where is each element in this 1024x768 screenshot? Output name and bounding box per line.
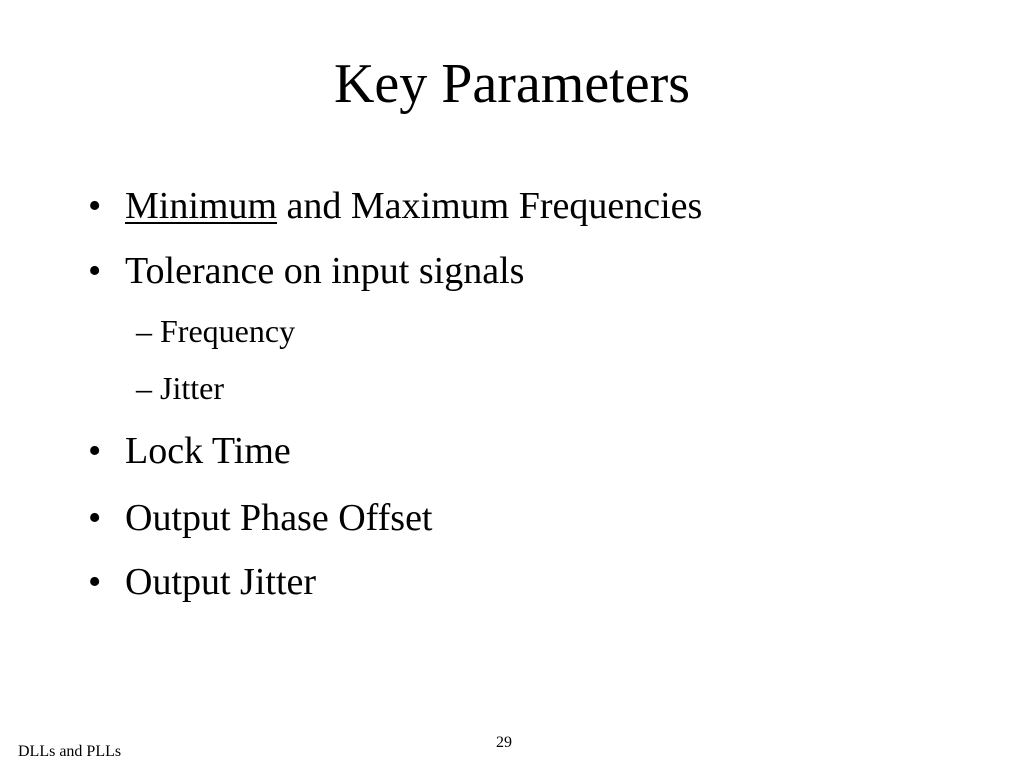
bullet-marker: • bbox=[88, 250, 102, 292]
bullet-text: Output Phase Offset bbox=[125, 497, 433, 539]
footer-title: DLLs and PLLs bbox=[18, 743, 122, 760]
bullet-item-lock-time bbox=[88, 429, 291, 473]
bullet-item-output-phase-offset bbox=[88, 496, 433, 540]
bullet-text: Tolerance on input signals bbox=[125, 250, 525, 292]
bullet-text: Output Jitter bbox=[125, 561, 317, 603]
slide-title: Key Parameters bbox=[333, 53, 691, 115]
bullet-marker: • bbox=[88, 185, 102, 227]
bullet-underlined-text: Minimum bbox=[125, 185, 278, 227]
bullet-marker: • bbox=[88, 497, 102, 539]
bullet-text: Lock Time bbox=[125, 430, 291, 472]
bullet-item-tolerance bbox=[88, 249, 524, 293]
bullet-marker: • bbox=[88, 430, 102, 472]
bullet-text: and Maximum Frequencies bbox=[277, 185, 703, 227]
bullet-item-output-jitter bbox=[88, 560, 316, 604]
page-number: 29 bbox=[496, 734, 512, 751]
subitem-frequency: – Frequency bbox=[136, 313, 296, 349]
bullet-marker: • bbox=[88, 561, 102, 603]
bullet-item-min-max-frequencies bbox=[88, 184, 702, 228]
subitem-jitter: – Jitter bbox=[136, 370, 224, 406]
